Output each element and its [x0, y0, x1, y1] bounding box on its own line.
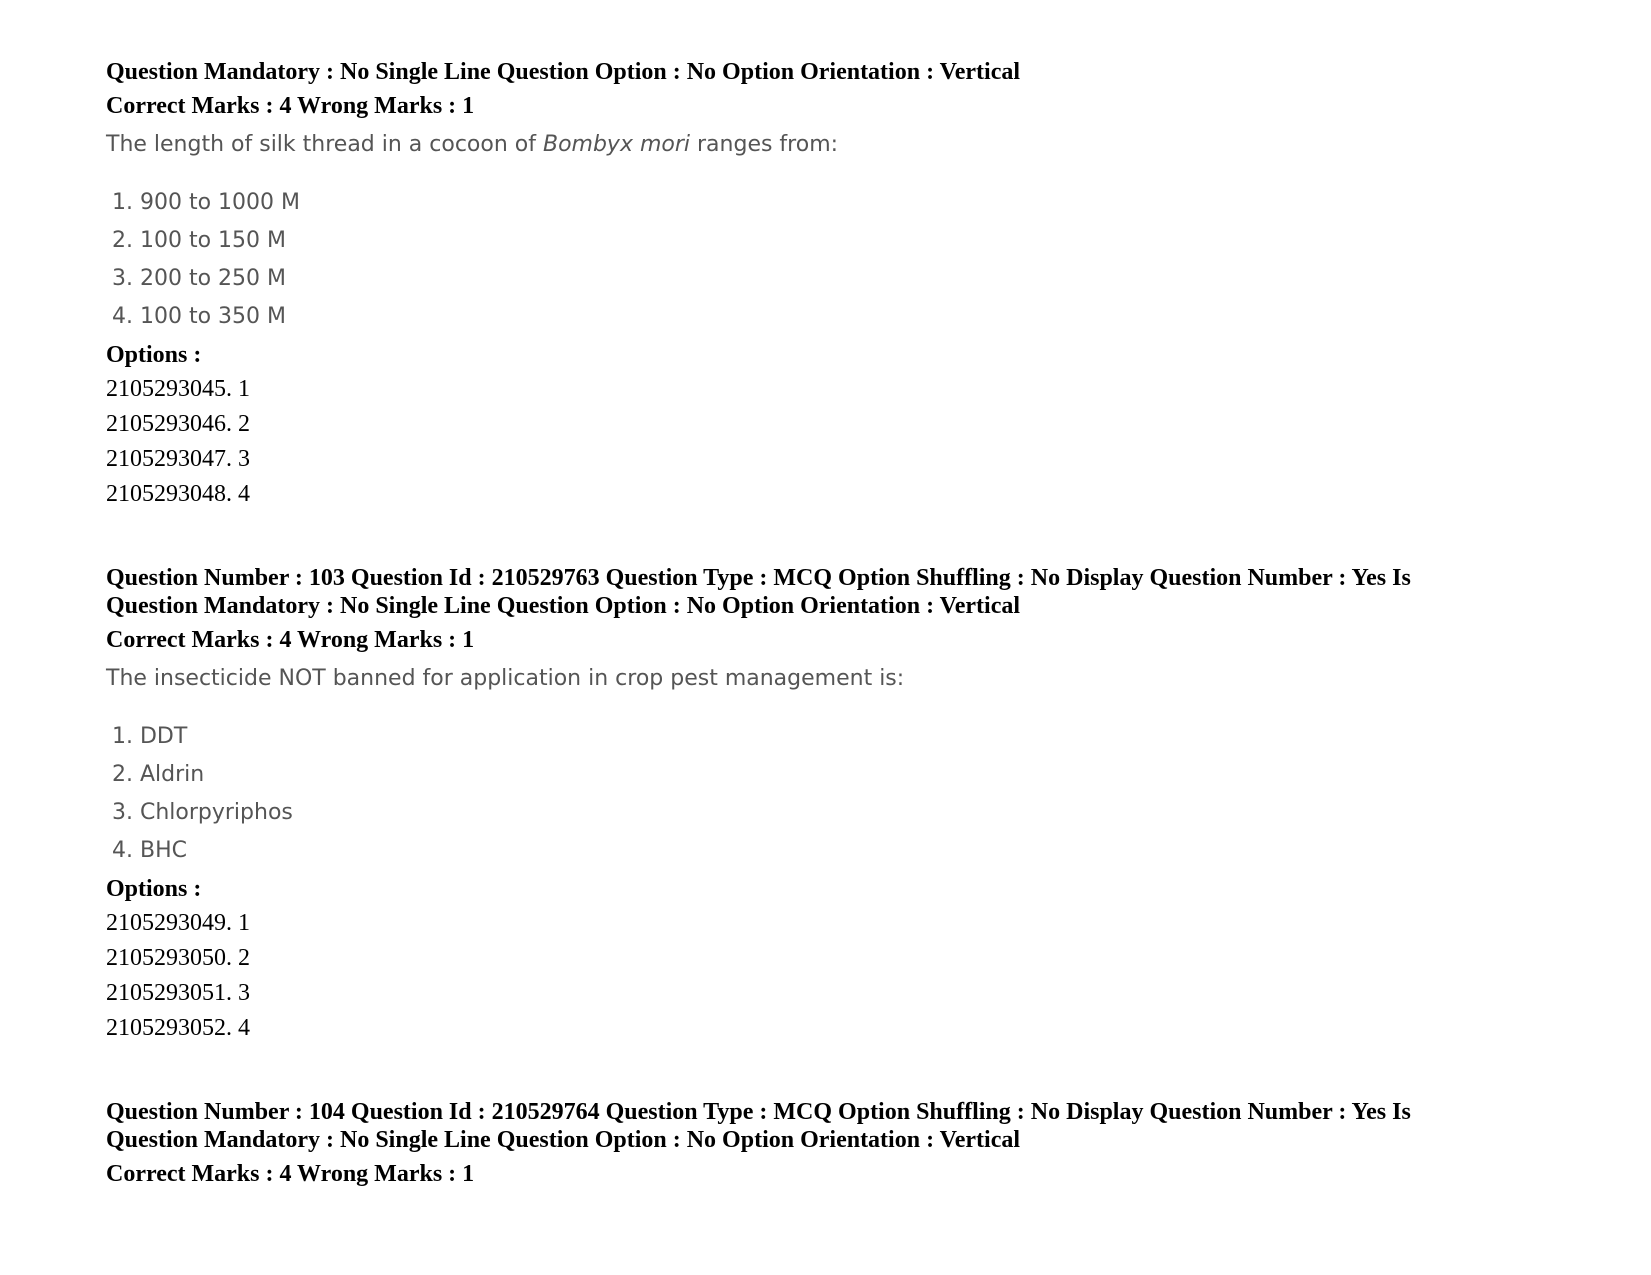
question-marks: Correct Marks : 4 Wrong Marks : 1	[106, 627, 475, 653]
question-103-block	[106, 564, 1526, 1046]
option-id: 2105293050. 2	[106, 945, 250, 971]
question-meta-line: Question Number : 104 Question Id : 210529764 Question Type : MCQ Option Shuffling : No Display Question Number : Yes Is	[106, 1099, 1411, 1125]
question-meta-line: Question Mandatory : No Single Line Question Option : No Option Orientation : Vertical	[106, 1127, 1021, 1153]
option-id-list	[106, 372, 1526, 512]
option-id: 2105293046. 2	[106, 411, 250, 437]
answer-choice: 4. 100 to 350 M	[112, 304, 287, 329]
species-name: Bombyx mori	[542, 132, 691, 157]
answer-choice: 3. Chlorpyriphos	[112, 800, 293, 825]
question-meta-line: Question Mandatory : No Single Line Question Option : No Option Orientation : Vertical	[106, 593, 1021, 619]
question-meta-line: Question Number : 103 Question Id : 210529763 Question Type : MCQ Option Shuffling : No Display Question Number : Yes Is	[106, 565, 1411, 591]
option-id: 2105293049. 1	[106, 910, 250, 936]
option-id: 2105293045. 1	[106, 376, 250, 402]
option-id-list	[106, 906, 1526, 1046]
option-id: 2105293051. 3	[106, 980, 250, 1006]
options-label: Options :	[106, 876, 202, 902]
answer-choice: 4. BHC	[112, 838, 187, 863]
answer-choice: 1. 900 to 1000 M	[112, 190, 301, 215]
question-text-part: The length of silk thread in a cocoon of	[106, 132, 543, 157]
option-id: 2105293047. 3	[106, 446, 250, 472]
question-text: The insecticide NOT banned for application in crop pest management is:	[106, 666, 905, 691]
options-label: Options :	[106, 342, 202, 368]
question-text-part: ranges from:	[690, 132, 839, 157]
answer-choice: 3. 200 to 250 M	[112, 266, 287, 291]
question-marks: Correct Marks : 4 Wrong Marks : 1	[106, 1161, 475, 1187]
option-id: 2105293052. 4	[106, 1015, 250, 1041]
document-page	[106, 58, 1526, 1188]
question-text	[106, 130, 1526, 160]
answer-choice: 1. DDT	[112, 724, 188, 749]
question-marks: Correct Marks : 4 Wrong Marks : 1	[106, 93, 475, 119]
answer-choices	[106, 718, 1526, 870]
question-104-block	[106, 1098, 1526, 1188]
option-id: 2105293048. 4	[106, 481, 250, 507]
question-102-block	[106, 58, 1526, 512]
answer-choice: 2. 100 to 150 M	[112, 228, 287, 253]
answer-choice: 2. Aldrin	[112, 762, 205, 787]
question-meta-line: Question Mandatory : No Single Line Question Option : No Option Orientation : Vertical	[106, 59, 1021, 85]
answer-choices	[106, 184, 1526, 336]
